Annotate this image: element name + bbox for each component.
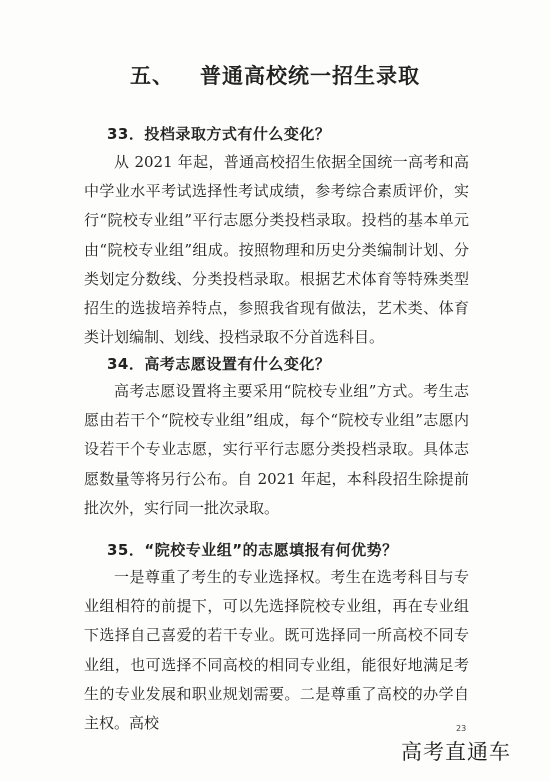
section-title [0, 60, 550, 90]
watermark-logo: 高考直通车 [401, 740, 511, 764]
question-34: 34．高考志愿设置有什么变化？ [107, 355, 331, 373]
page-number: 23 [456, 724, 467, 733]
section-title-text: 普通高校统一招生录取 [200, 64, 420, 88]
answer-35: 一是尊重了考生的专业选择权。考生在选考科目与专业组相符的前提下，可以先选择院校专业组，再在专业组下选择自己喜爱的若干专业。既可选择同一所高校不同专业组，也可选择不同高校的相同专业组，能很好地满足考生的专业发展和职业规划需要。二是尊重了高校的办学自主权。高校 [84, 568, 469, 733]
section-number: 五、 [130, 64, 174, 88]
answer-34: 高考志愿设置将主要采用“院校专业组”方式。考生志愿由若干个“院校专业组”组成，每个“院校专业组”志愿内设若干个专业志愿，实行平行志愿分类投档录取。具体志愿数量等将另行公布。自 2021 年起，本科段招生除提前批次外，实行同一批次录取。 [84, 382, 469, 517]
question-33: 33．投档录取方式有什么变化？ [107, 125, 331, 143]
question-35: 35．“院校专业组”的志愿填报有何优势？ [107, 541, 398, 559]
answer-33: 从 2021 年起，普通高校招生依据全国统一高考和高中学业水平考试选择性考试成绩，参考综合素质评价，实行“院校专业组”平行志愿分类投档录取。投档的基本单元由“院校专业组”组成。按照物理和历史分类编制计划、分类划定分数线、分类投档录取。根据艺术体育等特殊类型招生的选拔培养特点，参照我省现有做法，艺术类、体育类计划编制、划线、投档录取不分首选科目。 [84, 153, 469, 347]
